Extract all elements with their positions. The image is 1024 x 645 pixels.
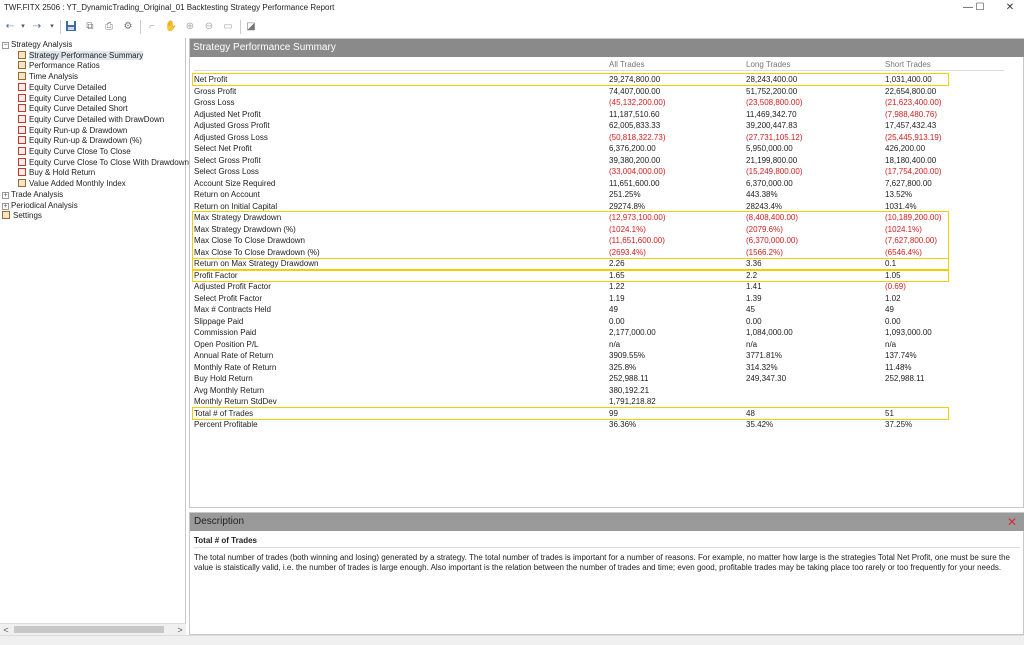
tree-item-label: Equity Curve Detailed [29,82,107,92]
tree-item[interactable] [2,211,42,221]
long-trades-value: (23,508,800.00) [746,98,803,107]
row-label: Profit Factor [194,270,238,280]
tree-item-label: Equity Curve Close To Close With Drawdown [29,157,189,167]
row-label: Total # of Trades [194,408,254,418]
tree-item[interactable] [2,40,72,50]
short-trades-value: (10,189,200.00) [885,213,942,222]
row-label: Return on Initial Capital [194,201,278,211]
tree-item-label: Equity Curve Detailed Long [29,93,127,103]
cursor-icon[interactable]: ⌐ [149,21,155,32]
table-row[interactable] [190,97,1024,108]
row-label: Max # Contracts Held [194,305,271,314]
tree-item[interactable] [18,51,143,61]
chart-icon[interactable]: ◪ [246,21,256,32]
status-bar [0,635,1024,645]
tree-item[interactable] [18,158,189,168]
row-label: Select Gross Profit [194,155,261,165]
description-divider [194,547,1020,548]
row-label: Percent Profitable [194,420,258,429]
long-trades-value: 48 [746,408,755,418]
short-trades-value: 49 [885,305,894,314]
row-label: Max Strategy Drawdown (%) [194,224,296,234]
table-row[interactable] [190,316,1024,327]
zoom-in-icon[interactable]: ⊕ [185,21,195,32]
row-label: Gross Loss [194,98,235,107]
all-trades-value: 39,380,200.00 [609,155,661,165]
print-icon[interactable]: ⎙ [105,21,113,32]
title-bar [0,0,1024,16]
forward-dropdown-icon[interactable]: ▾ [50,23,54,30]
long-trades-value: 39,200,447.83 [746,121,798,130]
table-row[interactable] [190,385,1024,396]
long-trades-value: (1566.2%) [746,247,783,257]
tree-item-label: Equity Curve Detailed with DrawDown [29,114,165,124]
panel-title: Strategy Performance Summary [190,39,1024,57]
tree-item-label: Equity Curve Detailed Short [29,104,128,114]
chart-report-icon [18,158,26,166]
chart-report-icon [18,83,26,91]
table-row[interactable] [190,327,1024,338]
long-trades-value: 443.38% [746,190,778,199]
row-label: Gross Profit [194,86,237,96]
table-row[interactable] [190,86,1024,97]
row-label: Account Size Required [194,178,276,188]
expand-icon[interactable]: + [3,202,8,210]
settings-icon[interactable]: ⚙ [123,21,133,32]
long-trades-value: 249,347.30 [746,374,787,383]
short-trades-value: 11.48% [885,362,912,372]
row-label: Select Gross Loss [194,167,259,176]
tree-item[interactable] [18,168,95,178]
description-text: The total number of trades (both winning and losing) generated by a strategy. The total number of trades is important for a number of reasons. For example, no matter how large is the strategies Total Net Profit, one must be sure the value is staistically valid, i.e. the number of trades is large enough. Also important is the relation between the number of trades and time; even good, profitable trades may be taking place too rarely or too frequently for your needs. [194,553,1010,572]
all-trades-value: (12,973,100.00) [609,213,666,222]
chart-report-icon [18,136,26,144]
tree-item-label: Buy & Hold Return [29,168,96,178]
long-trades-value: (15,249,800.00) [746,167,803,176]
description-subtitle: Total # of Trades [194,536,257,545]
long-trades-value: n/a [746,339,758,349]
row-label: Open Position P/L [194,339,259,349]
all-trades-value: 251.25% [609,190,641,199]
all-trades-value: 2.26 [609,259,625,268]
all-trades-value: 0.00 [609,316,625,326]
long-trades-value: 2.2 [746,270,758,280]
long-trades-value: 5,950,000.00 [746,144,793,153]
tree-item[interactable] [18,115,164,125]
row-label: Return on Account [194,190,260,199]
forward-arrow-icon[interactable]: ⇢ [32,21,42,32]
short-trades-value: (25,445,913.19) [885,132,942,142]
table-report-icon [18,72,26,80]
all-trades-value: (50,818,322.73) [609,132,666,142]
short-trades-value: (6546.4%) [885,247,922,257]
short-trades-value: (7,627,800.00) [885,236,938,245]
row-label: Adjusted Gross Profit [194,121,270,130]
short-trades-value: 37.25% [885,420,913,429]
chart-report-icon [18,94,26,102]
long-trades-value: 3771.81% [746,351,783,360]
window-title: TWF.FITX 2506 : YT_DynamicTrading_Original_01 Backtesting Strategy Performance Report [4,3,335,12]
close-icon[interactable]: ✕ [1006,515,1018,529]
short-trades-value: 7,627,800.00 [885,178,932,188]
all-trades-value: n/a [609,339,621,349]
description-title: Description [190,513,1024,531]
long-trades-value: (8,408,400.00) [746,213,799,222]
all-trades-value: 62,005,833.33 [609,121,661,130]
tree-item[interactable] [18,136,142,146]
all-trades-value: 1.22 [609,282,625,291]
long-trades-value: 3.36 [746,259,762,268]
short-trades-value: 51 [885,408,894,418]
toolbar [0,16,1024,38]
all-trades-value: 11,651,600.00 [609,178,660,188]
scroll-right-button[interactable]: > [177,625,183,635]
row-label: Monthly Return StdDev [194,397,277,406]
table-report-icon [18,51,26,59]
table-row[interactable] [190,293,1024,304]
table-row[interactable] [190,189,1024,200]
short-trades-value: 137.74% [885,351,917,360]
long-trades-value: 6,370,000.00 [746,178,793,188]
long-trades-value: (2079.6%) [746,224,783,234]
summary-panel [189,38,1024,508]
row-label: Net Profit [194,75,228,84]
table-row[interactable] [190,109,1024,120]
row-label: Max Close To Close Drawdown [194,236,306,245]
column-header-long: Long Trades [746,60,791,69]
long-trades-value: 28243.4% [746,201,783,211]
row-label: Adjusted Gross Loss [194,132,268,142]
chart-report-icon [18,115,26,123]
all-trades-value: 74,407,000.00 [609,86,661,96]
fit-icon[interactable]: ▭ [223,21,233,32]
table-row[interactable] [190,166,1024,177]
short-trades-value: 252,988.11 [885,374,925,383]
all-trades-value: (45,132,200.00) [609,98,666,107]
long-trades-value: 21,199,800.00 [746,155,798,165]
all-trades-value: 99 [609,408,618,418]
expand-icon[interactable]: + [3,191,8,199]
all-trades-value: 1,791,218.82 [609,397,656,406]
highlight-drawdown-block [192,211,949,259]
long-trades-value: 28,243,400.00 [746,75,798,84]
tree-item-label: Value Added Monthly Index [29,179,126,189]
all-trades-value: 6,376,200.00 [609,144,656,153]
row-label: Monthly Rate of Return [194,362,277,372]
table-row[interactable] [190,362,1024,373]
tree-item[interactable] [18,72,78,82]
short-trades-value: (1024.1%) [885,224,922,234]
short-trades-value: n/a [885,339,897,349]
long-trades-value: 314.32% [746,362,778,372]
table-row[interactable] [190,281,1024,292]
row-label: Max Strategy Drawdown [194,213,282,222]
scrollbar-thumb[interactable] [14,626,164,633]
tree-item-label: Trade Analysis [11,189,64,199]
highlight-total-trades [192,407,949,420]
minimize-button[interactable]: — [963,2,973,13]
tree-item-label: Periodical Analysis [11,200,78,210]
all-trades-value: 1.65 [609,270,625,280]
tree-item[interactable] [18,104,128,114]
all-trades-value: 49 [609,305,618,314]
table-row[interactable] [190,143,1024,154]
table-row[interactable] [190,120,1024,131]
scroll-left-button[interactable]: < [3,625,9,635]
row-label: Adjusted Net Profit [194,109,261,119]
long-trades-value: 1.41 [746,282,762,291]
row-label: Select Profit Factor [194,293,263,303]
row-label: Annual Rate of Return [194,351,274,360]
row-label: Commission Paid [194,328,257,337]
table-row[interactable] [190,178,1024,189]
chart-report-icon [18,104,26,112]
tree-item[interactable] [18,94,126,104]
short-trades-value: 1.02 [885,293,901,303]
collapse-icon[interactable]: − [3,42,8,49]
all-trades-value: (2693.4%) [609,247,646,257]
table-row[interactable] [190,132,1024,143]
maximize-button[interactable]: ☐ [975,2,985,13]
all-trades-value: 252,988.11 [609,374,649,383]
tree-item[interactable] [18,147,131,157]
report-tree [0,38,189,635]
short-trades-value: 0.1 [885,259,897,268]
zoom-out-icon[interactable]: ⊖ [204,21,214,32]
all-trades-value: 29274.8% [609,201,646,211]
tree-item-label: Settings [13,211,42,221]
all-trades-value: 36.36% [609,420,637,429]
chart-report-icon [18,147,26,155]
all-trades-value: 2,177,000.00 [609,328,656,337]
table-row[interactable] [190,350,1024,361]
save-icon[interactable] [64,20,78,34]
table-report-icon [18,179,26,187]
all-trades-value: (1024.1%) [609,224,646,234]
all-trades-value: 3909.55% [609,351,646,360]
short-trades-value: 13.52% [885,190,913,199]
long-trades-value: 11,469,342.70 [746,109,797,119]
tree-item-label: Time Analysis [29,72,79,82]
tree-item[interactable] [18,83,106,93]
long-trades-value: 35.42% [746,420,774,429]
chart-report-icon [18,126,26,134]
tree-item[interactable] [2,201,78,211]
short-trades-value: 18,180,400.00 [885,155,937,165]
tree-item-label: Equity Curve Close To Close [29,147,131,156]
tree-item[interactable] [2,190,63,200]
long-trades-value: 1,084,000.00 [746,328,793,337]
short-trades-value: 1031.4% [885,201,917,211]
table-row[interactable] [190,396,1024,407]
long-trades-value: 0.00 [746,316,762,326]
short-trades-value: 426,200.00 [885,144,926,153]
short-trades-value: 1,031,400.00 [885,75,932,84]
row-label: Select Net Profit [194,144,252,153]
short-trades-value: 1.05 [885,270,901,280]
close-button[interactable]: ✕ [1005,2,1015,13]
header-divider [194,70,1004,71]
short-trades-value: (7,988,480.76) [885,109,938,119]
all-trades-value: 325.8% [609,362,637,372]
hand-icon[interactable]: ✋ [164,21,178,32]
tree-item-label: Strategy Analysis [11,40,73,49]
table-row[interactable] [190,373,1024,384]
all-trades-value: (11,651,600.00) [609,236,665,245]
table-row[interactable] [190,155,1024,166]
table-row[interactable] [190,339,1024,350]
column-header-all: All Trades [609,60,645,69]
long-trades-value: 45 [746,305,755,314]
long-trades-value: (6,370,000.00) [746,236,799,245]
long-trades-value: 1.39 [746,293,762,303]
table-row[interactable] [190,304,1024,315]
horizontal-scrollbar[interactable] [0,623,186,635]
highlight-profit-factor [192,269,949,282]
tree-item[interactable] [18,179,126,189]
short-trades-value: 17,457,432.43 [885,121,937,130]
table-report-icon [18,61,26,69]
short-trades-value: 1,093,000.00 [885,328,932,337]
toolbar-separator [240,20,241,34]
short-trades-value: (21,623,400.00) [885,98,942,107]
short-trades-value: 0.00 [885,316,901,326]
toolbar-separator [140,20,141,34]
table-report-icon [2,211,10,219]
table-row[interactable] [190,419,1024,430]
tree-item-label: Performance Ratios [29,61,100,71]
copy-icon[interactable]: ⧉ [86,21,94,32]
tree-item-label: Equity Run-up & Drawdown (%) [29,136,142,146]
all-trades-value: 11,187,510.60 [609,109,660,119]
column-header-short: Short Trades [885,60,931,69]
long-trades-value: (27,731,105.12) [746,132,803,142]
all-trades-value: 380,192.21 [609,385,650,395]
all-trades-value: (33,004,000.00) [609,167,666,176]
row-label: Max Close To Close Drawdown (%) [194,247,320,257]
toolbar-separator [60,20,61,34]
tree-item-label: Equity Run-up & Drawdown [29,125,128,135]
tree-item[interactable] [18,61,100,71]
table-row[interactable] [190,201,1024,212]
short-trades-value: (0.69) [885,282,906,291]
tree-item[interactable] [18,126,127,136]
all-trades-value: 29,274,800.00 [609,75,661,84]
row-label: Return on Max Strategy Drawdown [194,259,319,268]
chart-report-icon [18,168,26,176]
short-trades-value: 22,654,800.00 [885,86,937,96]
tree-item-label: Strategy Performance Summary [29,50,144,60]
row-label: Slippage Paid [194,316,244,326]
highlight-net-profit [192,73,949,86]
all-trades-value: 1.19 [609,293,625,303]
row-label: Adjusted Profit Factor [194,282,271,291]
row-label: Avg Monthly Return [194,385,265,395]
back-arrow-icon[interactable]: ⇠ [5,21,15,32]
long-trades-value: 51,752,200.00 [746,86,798,96]
description-panel [189,512,1024,635]
back-dropdown-icon[interactable]: ▾ [21,23,25,30]
row-label: Buy Hold Return [194,374,253,383]
short-trades-value: (17,754,200.00) [885,167,942,176]
